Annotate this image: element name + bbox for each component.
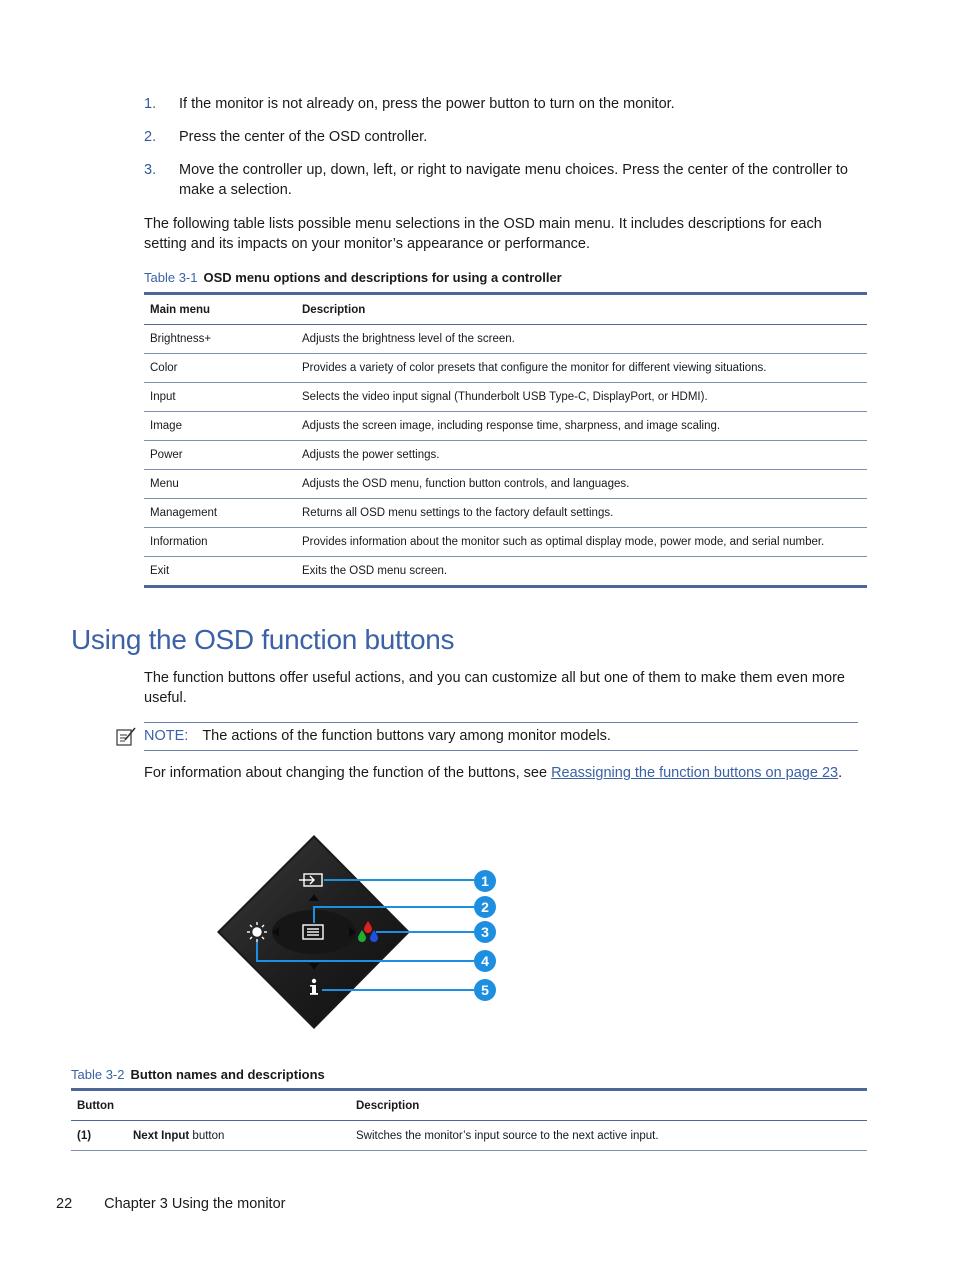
menu-name-cell: Menu [144, 470, 296, 499]
note-label: NOTE: [144, 728, 189, 744]
callout-5 [474, 979, 496, 1001]
table-row [144, 528, 867, 557]
callout-number: 1 [481, 873, 489, 889]
step-item [144, 160, 872, 200]
callout-number: 3 [481, 924, 489, 940]
callout-3 [474, 921, 496, 943]
column-header-button: Button [71, 1090, 350, 1121]
column-header-description: Description [350, 1090, 867, 1121]
menu-desc-cell: Adjusts the brightness level of the screen. [296, 325, 867, 354]
table-row [144, 441, 867, 470]
column-header-main-menu: Main menu [144, 294, 296, 325]
table2-caption-number: Table 3-2 [71, 1067, 125, 1082]
menu-name-cell: Power [144, 441, 296, 470]
callout-4 [474, 950, 496, 972]
note-text: The actions of the function buttons vary among monitor models. [202, 728, 611, 744]
step-item [144, 94, 872, 114]
info-text-end: . [838, 765, 843, 781]
table-header-row [144, 294, 867, 325]
menu-name-cell: Brightness+ [144, 325, 296, 354]
table1-caption-text: OSD menu options and descriptions for using a controller [203, 270, 562, 285]
page-number: 22 [56, 1196, 73, 1212]
table1-caption [144, 270, 562, 285]
step-number: 3. [144, 162, 157, 178]
callout-number: 5 [481, 982, 489, 998]
callout-number: 4 [481, 953, 489, 969]
menu-desc-cell: Adjusts the OSD menu, function button controls, and languages. [296, 470, 867, 499]
table2-caption-text: Button names and descriptions [130, 1067, 325, 1082]
callout-number: 2 [481, 899, 489, 915]
table2-caption [71, 1067, 325, 1082]
table-row [144, 354, 867, 383]
brightness-icon [247, 922, 267, 942]
menu-desc-cell: Returns all OSD menu settings to the factory default settings. [296, 499, 867, 528]
button-number-cell: (1) [77, 1129, 92, 1142]
table-row [144, 412, 867, 441]
menu-desc-cell: Adjusts the screen image, including response time, sharpness, and image scaling. [296, 412, 867, 441]
callout-1 [474, 870, 496, 892]
step-number: 2. [144, 129, 157, 145]
numbered-steps [144, 94, 872, 213]
step-item [144, 127, 872, 147]
menu-name-cell: Input [144, 383, 296, 412]
intro-paragraph: The following table lists possible menu selections in the OSD main menu. It includes descriptions for each setting and its impacts on your monitor’s appearance or performance. [144, 216, 822, 252]
info-text: For information about changing the function of the buttons, see [144, 765, 552, 781]
table-row [144, 325, 867, 354]
menu-name-cell: Management [144, 499, 296, 528]
section-paragraph: The function buttons offer useful actions, and you can customize all but one of them to make them even more useful. [144, 670, 845, 706]
info-paragraph [144, 763, 864, 783]
button-name-cell [127, 1121, 350, 1151]
menu-desc-cell: Adjusts the power settings. [296, 441, 867, 470]
section-title: Using the OSD function buttons [71, 624, 455, 655]
menu-name-cell: Color [144, 354, 296, 383]
menu-desc-cell: Provides information about the monitor such as optimal display mode, power mode, and serial number. [296, 528, 867, 557]
step-text: Press the center of the OSD controller. [179, 129, 428, 145]
table-row [144, 499, 867, 528]
step-text: Move the controller up, down, left, or right to navigate menu choices. Press the center of the controller to make a selection. [179, 162, 848, 198]
menu-desc-cell: Exits the OSD menu screen. [302, 565, 448, 577]
button-names-table [71, 1088, 867, 1151]
osd-menu-table [144, 292, 867, 588]
table-row [144, 557, 867, 587]
table1-caption-number: Table 3-1 [144, 270, 198, 285]
menu-name-cell: Information [144, 528, 296, 557]
button-desc-cell: Switches the monitor’s input source to the next active input. [356, 1129, 659, 1142]
chapter-label: Chapter 3 Using the monitor [104, 1196, 286, 1212]
table-row [144, 383, 867, 412]
menu-desc-cell: Selects the video input signal (Thunderbolt USB Type-C, DisplayPort, or HDMI). [296, 383, 867, 412]
button-name-suffix: button [189, 1129, 225, 1142]
button-name: Next Input [133, 1129, 190, 1142]
note-icon [115, 727, 137, 747]
table-header-row [71, 1090, 867, 1121]
reassign-buttons-link[interactable]: Reassigning the function buttons on page 23 [551, 765, 839, 781]
menu-desc-cell: Provides a variety of color presets that configure the monitor for different viewing situations. [296, 354, 867, 383]
note-box [144, 722, 858, 751]
step-text: If the monitor is not already on, press the power button to turn on the monitor. [179, 96, 675, 112]
osd-controller-figure [210, 830, 510, 1035]
step-number: 1. [144, 96, 157, 112]
table-row [71, 1121, 867, 1151]
menu-name-cell: Exit [150, 565, 170, 577]
column-header-description: Description [296, 294, 867, 325]
table-row [144, 470, 867, 499]
callout-2 [474, 896, 496, 918]
menu-name-cell: Image [144, 412, 296, 441]
page-footer [56, 1196, 285, 1212]
